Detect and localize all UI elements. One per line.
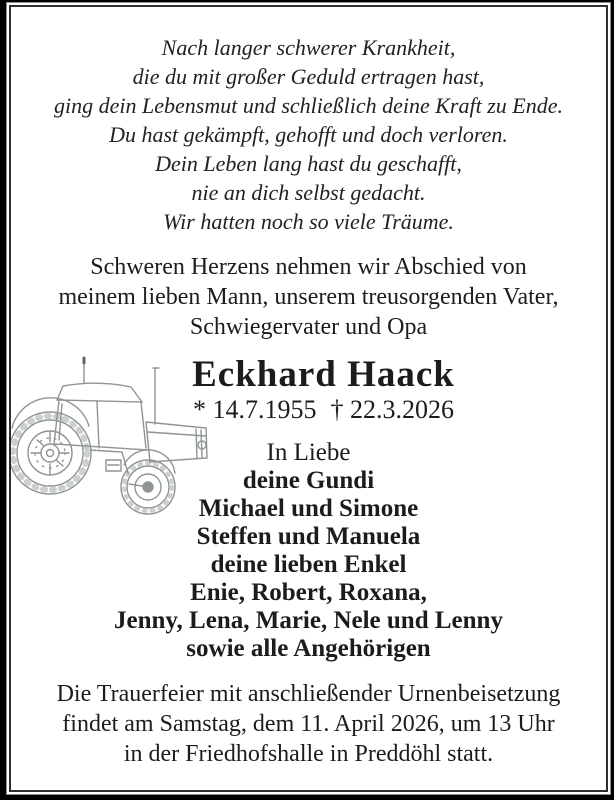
funeral-line: in der Friedhofshalle in Preddöhl statt. bbox=[123, 741, 494, 767]
funeral-line: findet am Samstag, dem 11. April 2026, um 13 Uhr bbox=[62, 711, 555, 737]
intro-line: Schwiegervater und Opa bbox=[189, 314, 428, 340]
family-line: Enie, Robert, Roxana, bbox=[190, 579, 427, 606]
poem bbox=[11, 33, 606, 236]
funeral-info bbox=[11, 679, 606, 769]
poem-line: Dein Leben lang hast du geschafft, bbox=[155, 151, 462, 176]
intro-line: meinem lieben Mann, unserem treusorgenden Vater, bbox=[58, 284, 559, 310]
funeral-line: Die Trauerfeier mit anschließender Urnenbeisetzung bbox=[56, 681, 561, 707]
intro-text bbox=[11, 252, 606, 342]
family-line: deine Gundi bbox=[242, 467, 375, 494]
poem-line: Wir hatten noch so viele Träume. bbox=[163, 209, 454, 234]
obituary-content bbox=[11, 33, 606, 792]
poem-line: ging dein Lebensmut und schließlich deine Kraft zu Ende. bbox=[54, 93, 563, 118]
poem-line: die du mit großer Geduld ertragen hast, bbox=[132, 64, 485, 89]
poem-line: Du hast gekämpft, gehofft und doch verloren. bbox=[109, 122, 508, 147]
poem-line: nie an dich selbst gedacht. bbox=[191, 180, 426, 205]
deceased-name: Eckhard Haack bbox=[192, 354, 455, 395]
family-line: Michael und Simone bbox=[198, 495, 419, 522]
birth-date: * 14.7.1955 bbox=[193, 395, 317, 424]
family-line: deine lieben Enkel bbox=[210, 551, 407, 578]
family-line: Steffen und Manuela bbox=[196, 523, 421, 550]
deceased-block bbox=[11, 355, 606, 425]
farewell-salutation: In Liebe bbox=[266, 439, 351, 466]
family-line: Jenny, Lena, Marie, Nele und Lenny bbox=[114, 607, 503, 634]
death-date: † 22.3.2026 bbox=[330, 395, 454, 424]
intro-line: Schweren Herzens nehmen wir Abschied von bbox=[90, 254, 527, 280]
obituary-card bbox=[9, 5, 608, 792]
life-dates bbox=[41, 395, 606, 425]
family-line: sowie alle Angehörigen bbox=[186, 635, 431, 662]
poem-line: Nach langer schwerer Krankheit, bbox=[161, 35, 456, 60]
